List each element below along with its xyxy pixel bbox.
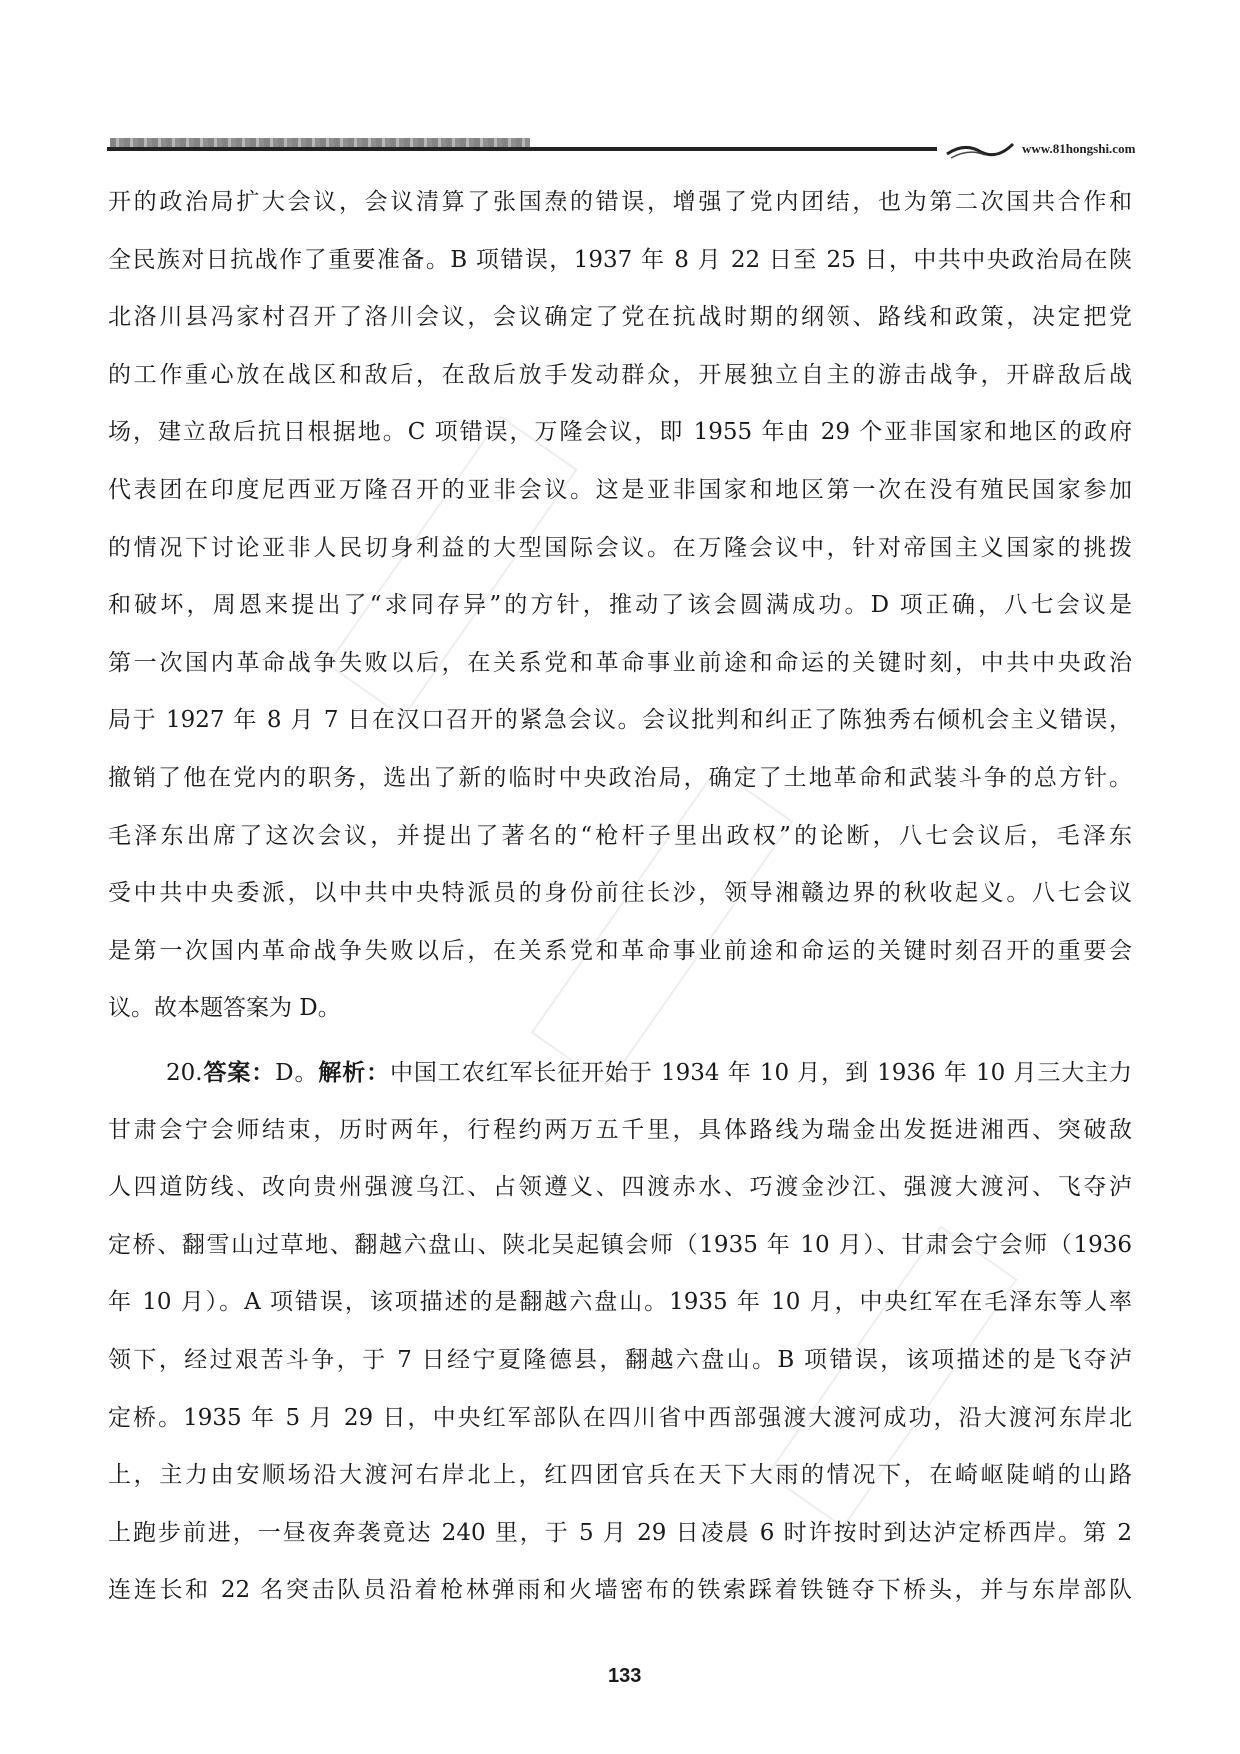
text-line: 甘肃会宁会师结束，历时两年，行程约两万五千里，具体路线为瑞金出发挺进湘西、突破敌 xyxy=(108,1116,1132,1143)
answer-value: D。 xyxy=(275,1060,319,1086)
text-line: 北洛川县冯家村召开了洛川会议，会议确定了党在抗战时期的纲领、路线和政策，决定把党 xyxy=(108,304,1132,331)
text-line: 毛泽东出席了这次会议，并提出了著名的“枪杆子里出政权”的论断，八七会议后，毛泽东 xyxy=(108,822,1132,849)
question-number: 20. xyxy=(166,1060,203,1086)
text-line: 年 10 月）。A 项错误，该项描述的是翻越六盘山。1935 年 10 月，中央红军在毛泽东等人率 xyxy=(108,1289,1132,1316)
text-line: 全民族对日抗战作了重要准备。B 项错误，1937 年 8 月 22 日至 25 日，中共中央政治局在陕 xyxy=(108,246,1132,273)
text-line: 的工作重心放在战区和敌后，在敌后放手发动群众，开展独立自主的游击战争，开辟敌后战 xyxy=(108,361,1132,388)
text-line: 是第一次国内革命战争失败以后，在关系党和革命事业前途和命运的关键时刻召开的重要会 xyxy=(108,937,1132,964)
text-line: 人四道防线、改向贵州强渡乌江、占领遵义、四渡赤水、巧渡金沙江、强渡大渡河、飞夺泸 xyxy=(108,1174,1132,1201)
text-line: 上，主力由安顺场沿大渡河右岸北上，红四团官兵在天下大雨的情况下，在崎岖陡峭的山路 xyxy=(108,1462,1132,1489)
analysis-text: 中国工农红军长征开始于 1934 年 10 月，到 1936 年 10 月三大主力 xyxy=(390,1060,1132,1086)
question-20-first-line xyxy=(108,1044,1132,1102)
answer-label: 答案： xyxy=(202,1059,276,1086)
header-rule xyxy=(107,147,937,151)
analysis-label: 解析： xyxy=(318,1059,391,1086)
header-site-url: www.81hongshi.com xyxy=(1022,141,1136,156)
text-line: 的情况下讨论亚非人民切身利益的大型国际会议。在万隆会议中，针对帝国主义国家的挑拨 xyxy=(108,534,1132,561)
text-line: 受中共中央委派，以中共中央特派员的身份前往长沙，领导湘赣边界的秋收起义。八七会议 xyxy=(108,880,1132,907)
text-line: 定桥。1935 年 5 月 29 日，中央红军部队在四川省中西部强渡大渡河成功，沿大渡河东岸北 xyxy=(108,1404,1132,1431)
logo-swoosh-icon xyxy=(945,138,1015,160)
text-line: 连连长和 22 名突击队员沿着枪林弹雨和火墙密布的铁索踩着铁链夺下桥头，并与东岸部队 xyxy=(108,1577,1132,1604)
text-line: 撤销了他在党内的职务，选出了新的临时中央政治局，确定了土地革命和武装斗争的总方针。 xyxy=(108,764,1132,791)
text-line: 和破坏，周恩来提出了“求同存异”的方针，推动了该会圆满成功。D 项正确，八七会议是 xyxy=(108,592,1132,619)
text-line: 领下，经过艰苦斗争，于 7 日经宁夏隆德县，翻越六盘山。B 项错误，该项描述的是飞夺泸 xyxy=(108,1346,1132,1373)
text-line: 开的政治局扩大会议，会议清算了张国焘的错误，增强了党内团结，也为第二次国共合作和 xyxy=(108,189,1132,215)
text-line: 局于 1927 年 8 月 7 日在汉口召开的紧急会议。会议批判和纠正了陈独秀右倾机会主义错误， xyxy=(108,707,1132,734)
page-number: 133 xyxy=(608,1665,642,1687)
paragraph-question-20 xyxy=(108,1044,1132,1620)
text-line: 第一次国内革命战争失败以后，在关系党和革命事业前途和命运的关键时刻，中共中央政治 xyxy=(108,649,1132,676)
text-line: 代表团在印度尼西亚万隆召开的亚非会议。这是亚非国家和地区第一次在没有殖民国家参加 xyxy=(108,476,1132,503)
text-line: 场，建立敌后抗日根据地。C 项错误，万隆会议，即 1955 年由 29 个亚非国家和地区的政府 xyxy=(108,419,1132,446)
text-line: 定桥、翻雪山过草地、翻越六盘山、陕北吴起镇会师（1935 年 10 月）、甘肃会宁会师（1936 xyxy=(108,1231,1132,1258)
paragraph-explanation-19 xyxy=(108,174,1132,1038)
text-line: 议。故本题答案为 D。 xyxy=(108,995,341,1022)
text-line: 上跑步前进，一昼夜奔袭竟达 240 里，于 5 月 29 日凌晨 6 时许按时到达泸定桥西岸。第 2 xyxy=(108,1519,1132,1546)
